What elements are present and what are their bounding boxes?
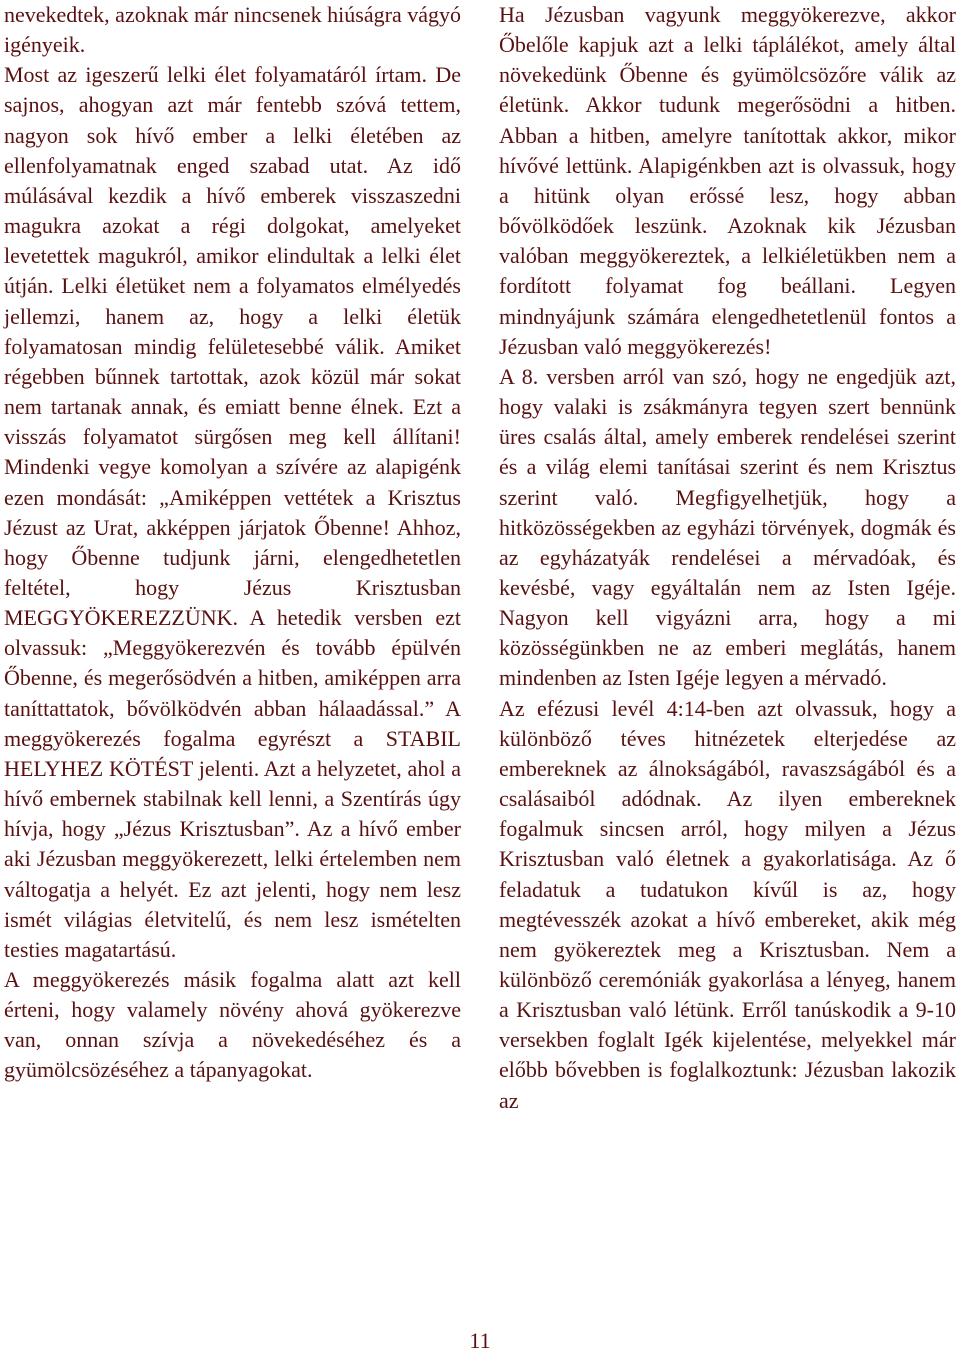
right-paragraph-1: Ha Jézusban vagyunk meggyökerezve, akkor Őbelőle kapjuk azt a lelki táplálékot, amely által növekedünk Őbenne és gyümölcsözőre válik az életünk. Akkor tudunk megerősödni a hitben. Abban a hitben, amelyre tanítottak akkor, mikor hívővé lettünk. Alapigénkben azt is olvassuk, hogy a hitünk olyan erőssé lesz, hogy abban bővölködőek leszünk. Azoknak kik Jézusban valóban meggyökereztek, a lelkiéletükben nem a fordított folyamat fog beállani. Legyen mindnyájunk számára elengedhetetlenül fontos a Jézusban való meggyökerezés!: [499, 2, 956, 359]
page-number: 11: [469, 1328, 491, 1353]
left-paragraph-1: nevekedtek, azoknak már nincsenek hiúságra vágyó igényeik.: [4, 2, 461, 58]
right-column: [499, 0, 956, 1116]
left-paragraph-2: Most az igeszerű lelki élet folyamatáról írtam. De sajnos, ahogyan azt már fentebb szóvá tettem, nagyon sok hívő ember a lelki életében az ellenfolyamatnak enged szabad utat. Az idő múlásával kezdik a hívő emberek visszaszedni magukra azokat a régi dolgokat, amelyeket levetettek magukról, amikor elindultak a lelki élet útján. Lelki életüket nem a folyamatos elmélyedés jellemzi, hanem az, hogy a lelki életük folyamatosan mindig felületesebbé válik. Amiket régebben bűnnek tartottak, azok közül már sokat nem tartanak annak, és emiatt benne élnek. Ezt a visszás folyamatot sürgősen meg kell állítani! Mindenki vegye komolyan a szívére az alapigénk ezen mondását: „Amiképpen vettétek a Krisztus Jézust az Urat, akképpen járjatok Őbenne! Ahhoz, hogy Őbenne tudjunk járni, elengedhetetlen feltétel, hogy Jézus Krisztusban MEGGYÖKEREZZÜNK. A hetedik versben ezt olvassuk: „Meggyökerezvén és tovább épülvén Őbenne, és megerősödvén a hitben, amiképpen arra taníttattatok, bővölködvén abban hálaadással.” A meggyökerezés fogalma egyrészt a STABIL HELYHEZ KÖTÉST jelenti. Azt a helyzetet, ahol a hívő embernek stabilnak kell lenni, a Szentírás úgy hívja, hogy „Jézus Krisztusban”. Az a hívő ember aki Jézusban meggyökerezett, lelki értelemben nem váltogatja a helyét. Ez azt jelenti, hogy nem lesz ismét világias életvitelű, és nem lesz ismételten testies magatartású.: [4, 62, 461, 962]
right-paragraph-3: Az efézusi levél 4:14-ben azt olvassuk, hogy a különböző téves hitnézetek elterjedése az embereknek az álnokságából, ravaszságából és a csalásaiból adódnak. Az ilyen embereknek fogalmuk sincsen arról, hogy milyen a Jézus Krisztusban való életnek a gyakorlatisága. Az ő feladatuk a tudatukon kívűl is az, hogy megtévesszék azokat a hívő embereket, akik még nem gyökereztek meg a Krisztusban. Nem a különböző ceremóniák gyakorlása a lényeg, hanem a Krisztusban való létünk. Erről tanúskodik a 9-10 versekben foglalt Igék kijelentése, melyekkel már előbb bővebben is foglalkoztunk: Jézusban lakozik az: [499, 695, 956, 1113]
left-column: [4, 0, 461, 1086]
left-paragraph-3: A meggyökerezés másik fogalma alatt azt kell érteni, hogy valamely növény ahová gyökerezve van, onnan szívja a növekedéséhez és a gyümölcsözéséhez a tápanyagokat.: [4, 967, 461, 1083]
right-paragraph-2: A 8. versben arról van szó, hogy ne engedjük azt, hogy valaki is zsákmányra tegyen szert bennünk üres csalás által, amely emberek rendelései szerint és a világ elemi tanításai szerint és nem Krisztus szerint való. Megfigyelhetjük, hogy a hitközösségekben az egyházi törvények, dogmák és az egyházatyák rendelései a mérvadóak, és kevésbé, vagy egyáltalán nem az Isten Igéje. Nagyon kell vigyázni arra, hogy a mi közösségünkben ne az emberi meglátás, hanem mindenben az Isten Igéje legyen a mérvadó.: [499, 363, 956, 691]
